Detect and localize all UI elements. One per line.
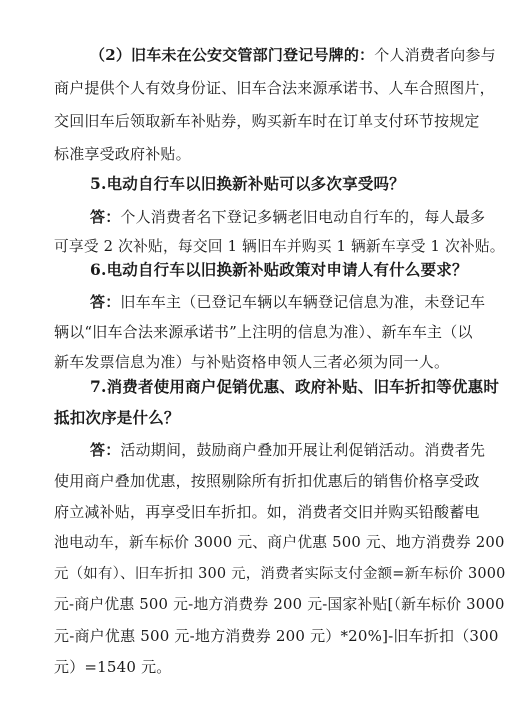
q7-answer-text: 活动期间，鼓励商户叠加开展让利促销活动。消费者先 bbox=[120, 441, 486, 459]
q7-heading-line2: 抵扣次序是什么？ bbox=[54, 408, 180, 427]
section2-text: 个人消费者向参与 bbox=[374, 46, 496, 64]
q7-answer-line4: 池电动车，新车标价 3000 元、商户优惠 500 元、地方消费券 200 bbox=[54, 534, 505, 551]
section2-line3: 交回旧车后领取新车补贴券，购买新车时在订单支付环节按规定 bbox=[54, 112, 480, 130]
q7-heading-line1: 7.消费者使用商户促销优惠、政府补贴、旧车折扣等优惠时 bbox=[90, 377, 500, 396]
q5-answer-line1 bbox=[90, 207, 485, 227]
q6-answer-line1 bbox=[90, 292, 485, 312]
section2-line1 bbox=[90, 45, 496, 65]
q5-answer-label: 答： bbox=[90, 208, 121, 226]
q5-answer-text: 个人消费者名下登记多辆老旧电动自行车的，每人最多 bbox=[120, 208, 486, 226]
q7-answer-line1 bbox=[90, 440, 485, 460]
q7-answer-line8: 元）=1540 元。 bbox=[54, 658, 172, 676]
q7-answer-line2: 使用商户叠加优惠，按照剔除所有折扣优惠后的销售价格享受政 bbox=[54, 472, 480, 490]
section2-line4: 标准享受政府补贴。 bbox=[54, 145, 191, 163]
q7-answer-label: 答： bbox=[90, 441, 121, 459]
q7-answer-line6: 元-商户优惠 500 元-地方消费券 200 元-国家补贴[（新车标价 3000 bbox=[54, 596, 505, 613]
q5-heading: 5.电动自行车以旧换新补贴可以多次享受吗？ bbox=[90, 174, 405, 193]
q7-answer-line7: 元-商户优惠 500 元-地方消费券 200 元）*20%]-旧车折扣（300 bbox=[54, 627, 499, 645]
q6-answer-label: 答： bbox=[90, 293, 121, 311]
q6-heading: 6.电动自行车以旧换新补贴政策对申请人有什么要求？ bbox=[90, 260, 468, 279]
q7-answer-line3: 府立减补贴，再享受旧车折扣。如，消费者交旧并购买铅酸蓄电 bbox=[54, 503, 480, 521]
section2-label: （2）旧车未在公安交管部门登记号牌的： bbox=[90, 46, 375, 64]
section2-line2: 商户提供个人有效身份证、旧车合法来源承诺书、人车合照图片， bbox=[54, 79, 495, 97]
q5-answer-line2: 可享受 2 次补贴，每交回 1 辆旧车并购买 1 辆新车享受 1 次补贴。 bbox=[54, 238, 505, 255]
q6-answer-line3: 新车发票信息为准）与补贴资格申领人三者必须为同一人。 bbox=[54, 353, 450, 371]
q6-answer-line2: 辆以“旧车合法来源承诺书”上注明的信息为准）、新车车主（以 bbox=[54, 323, 473, 341]
q7-answer-line5: 元（如有）、旧车折扣 300 元，消费者实际支付金额=新车标价 3000 bbox=[54, 566, 506, 582]
q6-answer-text: 旧车车主（已登记车辆以车辆登记信息为准，未登记车 bbox=[120, 293, 486, 311]
